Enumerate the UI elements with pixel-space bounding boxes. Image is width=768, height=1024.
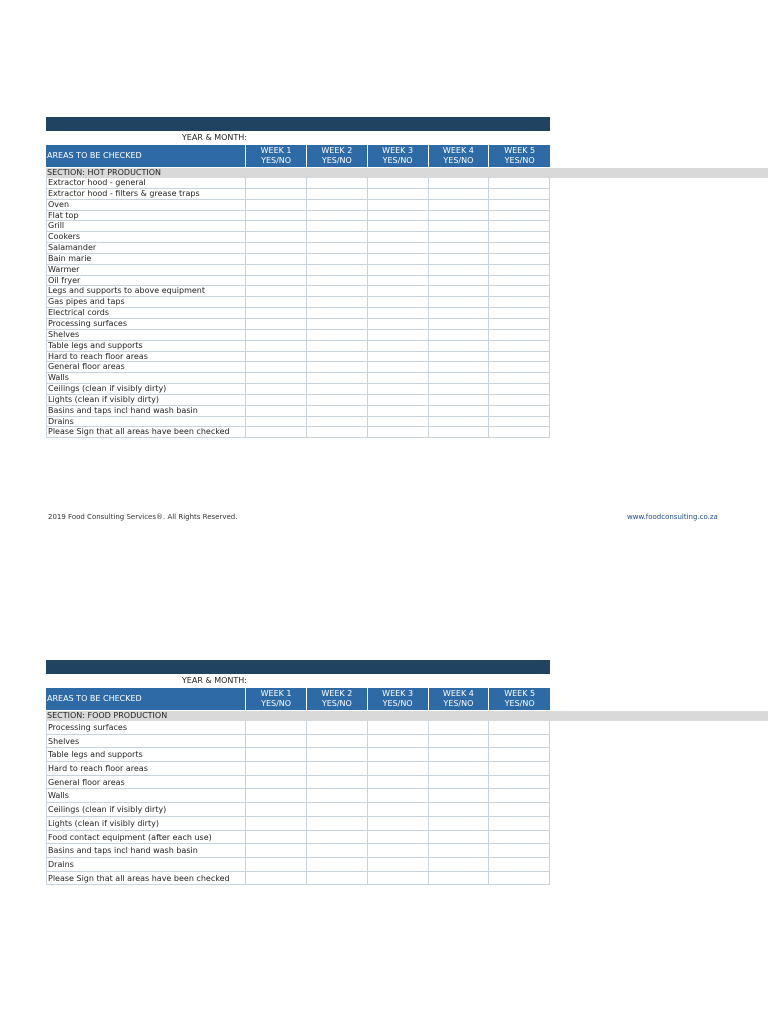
week-5-check-cell[interactable] (489, 286, 550, 296)
yes-no-label: YES/NO (261, 699, 292, 708)
week-1-check-cell[interactable] (246, 211, 307, 221)
week-label: WEEK 3 (382, 689, 414, 698)
week-2-check-cell[interactable] (307, 831, 368, 844)
week-4-check-cell[interactable] (429, 735, 490, 748)
week-5-check-cell[interactable] (489, 789, 550, 802)
table-row (46, 789, 550, 803)
week-5-check-cell[interactable] (489, 276, 550, 286)
week-4-check-cell[interactable] (429, 395, 490, 405)
week-2-check-cell[interactable] (307, 341, 368, 351)
table-row (46, 297, 550, 308)
yes-no-label: YES/NO (321, 156, 352, 165)
area-label: Gas pipes and taps (46, 297, 246, 307)
week-1-check-cell[interactable] (246, 265, 307, 275)
week-2-check-cell[interactable] (307, 352, 368, 362)
table-row (46, 362, 550, 373)
week-1-check-cell[interactable] (246, 872, 307, 885)
yes-no-label: YES/NO (382, 156, 413, 165)
week-4-check-cell[interactable] (429, 789, 490, 802)
table-row (46, 803, 550, 817)
week-2-check-cell[interactable] (307, 189, 368, 199)
year-month-label: YEAR & MONTH: (181, 676, 247, 685)
year-month-label: YEAR & MONTH: (181, 133, 247, 142)
week-3-check-cell[interactable] (368, 427, 429, 437)
week-2-check-cell[interactable] (307, 297, 368, 307)
area-label: Shelves (46, 735, 246, 748)
week-4-check-cell[interactable] (429, 406, 490, 416)
area-label: Shelves (46, 330, 246, 340)
week-4-header (429, 145, 490, 167)
week-1-check-cell[interactable] (246, 200, 307, 210)
table-row (46, 286, 550, 297)
week-1-check-cell[interactable] (246, 748, 307, 761)
yes-no-label: YES/NO (261, 156, 292, 165)
week-4-check-cell[interactable] (429, 254, 490, 264)
week-3-check-cell[interactable] (368, 858, 429, 871)
week-2-check-cell[interactable] (307, 362, 368, 372)
week-1-check-cell[interactable] (246, 319, 307, 329)
week-1-check-cell[interactable] (246, 297, 307, 307)
week-5-check-cell[interactable] (489, 211, 550, 221)
week-4-check-cell[interactable] (429, 721, 490, 734)
copyright-text: 2019 Food Consulting Services®. All Rights Reserved. (48, 513, 238, 521)
week-2-check-cell[interactable] (307, 872, 368, 885)
week-1-check-cell[interactable] (246, 776, 307, 789)
week-4-check-cell[interactable] (429, 200, 490, 210)
week-1-check-cell[interactable] (246, 221, 307, 231)
table-row (46, 427, 550, 438)
week-1-check-cell[interactable] (246, 721, 307, 734)
week-4-check-cell[interactable] (429, 308, 490, 318)
week-4-check-cell[interactable] (429, 417, 490, 427)
yes-no-label: YES/NO (443, 699, 474, 708)
areas-header: AREAS TO BE CHECKED (46, 688, 246, 710)
week-5-check-cell[interactable] (489, 362, 550, 372)
week-2-check-cell[interactable] (307, 243, 368, 253)
week-3-check-cell[interactable] (368, 221, 429, 231)
week-1-check-cell[interactable] (246, 276, 307, 286)
section-label: SECTION: FOOD PRODUCTION (46, 711, 768, 721)
table-row (46, 395, 550, 406)
week-3-check-cell[interactable] (368, 265, 429, 275)
week-3-header (368, 688, 429, 710)
week-3-check-cell[interactable] (368, 417, 429, 427)
week-5-check-cell[interactable] (489, 352, 550, 362)
week-label: WEEK 4 (442, 146, 474, 155)
area-label: Drains (46, 417, 246, 427)
week-3-check-cell[interactable] (368, 776, 429, 789)
week-2-check-cell[interactable] (307, 406, 368, 416)
week-3-check-cell[interactable] (368, 721, 429, 734)
table-row (46, 406, 550, 417)
week-2-check-cell[interactable] (307, 308, 368, 318)
week-5-header (489, 145, 550, 167)
area-label: Oil fryer (46, 276, 246, 286)
week-3-check-cell[interactable] (368, 817, 429, 830)
week-2-check-cell[interactable] (307, 286, 368, 296)
week-1-check-cell[interactable] (246, 858, 307, 871)
week-4-check-cell[interactable] (429, 817, 490, 830)
week-2-check-cell[interactable] (307, 232, 368, 242)
yes-no-label: YES/NO (504, 156, 535, 165)
week-5-check-cell[interactable] (489, 395, 550, 405)
week-1-check-cell[interactable] (246, 352, 307, 362)
week-4-check-cell[interactable] (429, 330, 490, 340)
area-label: Flat top (46, 211, 246, 221)
week-5-check-cell[interactable] (489, 373, 550, 383)
area-label: Grill (46, 221, 246, 231)
week-5-check-cell[interactable] (489, 297, 550, 307)
week-4-check-cell[interactable] (429, 872, 490, 885)
week-2-check-cell[interactable] (307, 817, 368, 830)
week-3-check-cell[interactable] (368, 373, 429, 383)
week-3-check-cell[interactable] (368, 211, 429, 221)
table-row (46, 221, 550, 232)
week-3-check-cell[interactable] (368, 308, 429, 318)
area-label: Table legs and supports (46, 748, 246, 761)
week-2-check-cell[interactable] (307, 384, 368, 394)
week-2-check-cell[interactable] (307, 276, 368, 286)
week-2-check-cell[interactable] (307, 200, 368, 210)
table-row (46, 735, 550, 749)
week-2-check-cell[interactable] (307, 721, 368, 734)
week-5-check-cell[interactable] (489, 265, 550, 275)
week-1-check-cell[interactable] (246, 384, 307, 394)
week-4-check-cell[interactable] (429, 341, 490, 351)
week-1-check-cell[interactable] (246, 762, 307, 775)
table-row (46, 373, 550, 384)
week-3-check-cell[interactable] (368, 352, 429, 362)
week-4-check-cell[interactable] (429, 384, 490, 394)
week-5-check-cell[interactable] (489, 776, 550, 789)
area-label: General floor areas (46, 362, 246, 372)
week-4-check-cell[interactable] (429, 373, 490, 383)
week-4-check-cell[interactable] (429, 189, 490, 199)
table-row (46, 265, 550, 276)
week-1-check-cell[interactable] (246, 330, 307, 340)
week-2-check-cell[interactable] (307, 427, 368, 437)
week-4-check-cell[interactable] (429, 265, 490, 275)
title-bar (46, 117, 550, 131)
table-row (46, 330, 550, 341)
week-4-check-cell[interactable] (429, 221, 490, 231)
area-label: Ceilings (clean if visibly dirty) (46, 803, 246, 816)
table-row (46, 831, 550, 845)
week-2-header (307, 145, 368, 167)
week-1-check-cell[interactable] (246, 254, 307, 264)
week-3-check-cell[interactable] (368, 276, 429, 286)
week-1-check-cell[interactable] (246, 417, 307, 427)
week-label: WEEK 2 (321, 689, 353, 698)
area-label: Legs and supports to above equipment (46, 286, 246, 296)
week-4-check-cell[interactable] (429, 776, 490, 789)
week-3-check-cell[interactable] (368, 803, 429, 816)
week-5-check-cell[interactable] (489, 406, 550, 416)
week-3-check-cell[interactable] (368, 762, 429, 775)
table-header (46, 145, 550, 167)
week-4-check-cell[interactable] (429, 243, 490, 253)
area-label: Electrical cords (46, 308, 246, 318)
week-label: WEEK 1 (260, 689, 292, 698)
week-5-check-cell[interactable] (489, 427, 550, 437)
week-5-check-cell[interactable] (489, 200, 550, 210)
week-5-check-cell[interactable] (489, 817, 550, 830)
area-label: Ceilings (clean if visibly dirty) (46, 384, 246, 394)
title-bar (46, 660, 550, 674)
area-label: Walls (46, 789, 246, 802)
week-1-check-cell[interactable] (246, 341, 307, 351)
week-4-check-cell[interactable] (429, 362, 490, 372)
week-1-check-cell[interactable] (246, 395, 307, 405)
week-2-check-cell[interactable] (307, 735, 368, 748)
area-label: Hard to reach floor areas (46, 352, 246, 362)
week-2-check-cell[interactable] (307, 789, 368, 802)
table-row (46, 384, 550, 395)
week-3-header (368, 145, 429, 167)
week-5-check-cell[interactable] (489, 232, 550, 242)
week-2-check-cell[interactable] (307, 395, 368, 405)
week-2-check-cell[interactable] (307, 265, 368, 275)
week-4-check-cell[interactable] (429, 232, 490, 242)
week-1-check-cell[interactable] (246, 243, 307, 253)
week-5-check-cell[interactable] (489, 417, 550, 427)
week-4-check-cell[interactable] (429, 748, 490, 761)
week-3-check-cell[interactable] (368, 286, 429, 296)
week-3-check-cell[interactable] (368, 735, 429, 748)
table-row (46, 872, 550, 886)
week-1-check-cell[interactable] (246, 803, 307, 816)
week-4-check-cell[interactable] (429, 319, 490, 329)
table-row (46, 276, 550, 287)
week-5-check-cell[interactable] (489, 330, 550, 340)
week-3-check-cell[interactable] (368, 319, 429, 329)
week-label: WEEK 5 (504, 689, 536, 698)
week-5-header (489, 688, 550, 710)
week-5-check-cell[interactable] (489, 858, 550, 871)
week-5-check-cell[interactable] (489, 721, 550, 734)
table-header (46, 688, 550, 710)
week-3-check-cell[interactable] (368, 254, 429, 264)
week-3-check-cell[interactable] (368, 395, 429, 405)
week-5-check-cell[interactable] (489, 319, 550, 329)
week-3-check-cell[interactable] (368, 189, 429, 199)
week-5-check-cell[interactable] (489, 844, 550, 857)
week-1-check-cell[interactable] (246, 189, 307, 199)
table-row (46, 817, 550, 831)
week-3-check-cell[interactable] (368, 789, 429, 802)
area-label: Drains (46, 858, 246, 871)
table-row (46, 844, 550, 858)
week-5-check-cell[interactable] (489, 872, 550, 885)
week-1-check-cell[interactable] (246, 373, 307, 383)
week-1-check-cell[interactable] (246, 232, 307, 242)
week-1-check-cell[interactable] (246, 178, 307, 188)
week-1-check-cell[interactable] (246, 286, 307, 296)
area-label: Please Sign that all areas have been checked (46, 872, 246, 885)
week-2-check-cell[interactable] (307, 417, 368, 427)
area-label: Extractor hood - general (46, 178, 246, 188)
area-label: Processing surfaces (46, 319, 246, 329)
week-4-check-cell[interactable] (429, 352, 490, 362)
week-4-check-cell[interactable] (429, 211, 490, 221)
area-label: Bain marie (46, 254, 246, 264)
area-label: Cookers (46, 232, 246, 242)
area-label: Hard to reach floor areas (46, 762, 246, 775)
week-4-check-cell[interactable] (429, 844, 490, 857)
area-label: Salamander (46, 243, 246, 253)
week-1-check-cell[interactable] (246, 427, 307, 437)
week-5-check-cell[interactable] (489, 221, 550, 231)
yes-no-label: YES/NO (382, 699, 413, 708)
week-5-check-cell[interactable] (489, 341, 550, 351)
checklist-rows (46, 721, 550, 885)
week-1-check-cell[interactable] (246, 362, 307, 372)
week-5-check-cell[interactable] (489, 254, 550, 264)
week-2-check-cell[interactable] (307, 211, 368, 221)
week-5-check-cell[interactable] (489, 735, 550, 748)
area-label: Lights (clean if visibly dirty) (46, 395, 246, 405)
week-2-header (307, 688, 368, 710)
week-5-check-cell[interactable] (489, 178, 550, 188)
table-row (46, 858, 550, 872)
week-5-check-cell[interactable] (489, 189, 550, 199)
week-4-check-cell[interactable] (429, 286, 490, 296)
week-4-check-cell[interactable] (429, 803, 490, 816)
week-2-check-cell[interactable] (307, 858, 368, 871)
week-label: WEEK 3 (382, 146, 414, 155)
week-4-check-cell[interactable] (429, 276, 490, 286)
area-label: Food contact equipment (after each use) (46, 831, 246, 844)
table-row (46, 211, 550, 222)
week-4-check-cell[interactable] (429, 427, 490, 437)
week-3-check-cell[interactable] (368, 330, 429, 340)
week-1-check-cell[interactable] (246, 817, 307, 830)
week-1-check-cell[interactable] (246, 308, 307, 318)
week-3-check-cell[interactable] (368, 341, 429, 351)
section-label: SECTION: HOT PRODUCTION (46, 168, 768, 178)
week-4-check-cell[interactable] (429, 762, 490, 775)
week-3-check-cell[interactable] (368, 748, 429, 761)
week-1-check-cell[interactable] (246, 735, 307, 748)
area-label: Warmer (46, 265, 246, 275)
table-row (46, 417, 550, 428)
week-5-check-cell[interactable] (489, 831, 550, 844)
week-2-check-cell[interactable] (307, 748, 368, 761)
yes-no-label: YES/NO (504, 699, 535, 708)
week-label: WEEK 5 (504, 146, 536, 155)
table-row (46, 178, 550, 189)
week-1-check-cell[interactable] (246, 406, 307, 416)
week-3-check-cell[interactable] (368, 384, 429, 394)
table-row (46, 232, 550, 243)
area-label: Extractor hood - filters & grease traps (46, 189, 246, 199)
checklist-rows (46, 178, 550, 438)
table-row (46, 243, 550, 254)
week-4-check-cell[interactable] (429, 178, 490, 188)
week-2-check-cell[interactable] (307, 776, 368, 789)
week-1-header (246, 688, 307, 710)
week-2-check-cell[interactable] (307, 319, 368, 329)
week-1-check-cell[interactable] (246, 789, 307, 802)
week-1-check-cell[interactable] (246, 831, 307, 844)
week-4-check-cell[interactable] (429, 831, 490, 844)
areas-header: AREAS TO BE CHECKED (46, 145, 246, 167)
table-row (46, 341, 550, 352)
week-1-header (246, 145, 307, 167)
week-label: WEEK 2 (321, 146, 353, 155)
week-3-check-cell[interactable] (368, 362, 429, 372)
table-row (46, 319, 550, 330)
table-row (46, 762, 550, 776)
week-label: WEEK 1 (260, 146, 292, 155)
week-2-check-cell[interactable] (307, 373, 368, 383)
week-2-check-cell[interactable] (307, 178, 368, 188)
table-row (46, 200, 550, 211)
week-1-check-cell[interactable] (246, 844, 307, 857)
week-5-check-cell[interactable] (489, 384, 550, 394)
week-5-check-cell[interactable] (489, 803, 550, 816)
week-4-check-cell[interactable] (429, 297, 490, 307)
table-row (46, 748, 550, 762)
week-3-check-cell[interactable] (368, 297, 429, 307)
week-2-check-cell[interactable] (307, 762, 368, 775)
week-3-check-cell[interactable] (368, 872, 429, 885)
week-4-check-cell[interactable] (429, 858, 490, 871)
area-label: Basins and taps incl hand wash basin (46, 844, 246, 857)
area-label: Walls (46, 373, 246, 383)
week-5-check-cell[interactable] (489, 308, 550, 318)
area-label: Lights (clean if visibly dirty) (46, 817, 246, 830)
week-3-check-cell[interactable] (368, 200, 429, 210)
week-3-check-cell[interactable] (368, 178, 429, 188)
week-2-check-cell[interactable] (307, 221, 368, 231)
table-row (46, 308, 550, 319)
area-label: General floor areas (46, 776, 246, 789)
week-label: WEEK 4 (442, 689, 474, 698)
week-3-check-cell[interactable] (368, 406, 429, 416)
week-5-check-cell[interactable] (489, 762, 550, 775)
yes-no-label: YES/NO (443, 156, 474, 165)
week-3-check-cell[interactable] (368, 844, 429, 857)
area-label: Please Sign that all areas have been checked (46, 427, 246, 437)
area-label: Oven (46, 200, 246, 210)
table-row (46, 352, 550, 363)
website-link[interactable]: www.foodconsulting.co.za (627, 513, 718, 521)
table-row (46, 721, 550, 735)
week-3-check-cell[interactable] (368, 243, 429, 253)
week-2-check-cell[interactable] (307, 330, 368, 340)
week-2-check-cell[interactable] (307, 803, 368, 816)
week-3-check-cell[interactable] (368, 232, 429, 242)
table-row (46, 776, 550, 790)
week-5-check-cell[interactable] (489, 243, 550, 253)
week-2-check-cell[interactable] (307, 254, 368, 264)
area-label: Basins and taps incl hand wash basin (46, 406, 246, 416)
week-3-check-cell[interactable] (368, 831, 429, 844)
yes-no-label: YES/NO (321, 699, 352, 708)
week-5-check-cell[interactable] (489, 748, 550, 761)
week-2-check-cell[interactable] (307, 844, 368, 857)
area-label: Table legs and supports (46, 341, 246, 351)
week-4-header (429, 688, 490, 710)
area-label: Processing surfaces (46, 721, 246, 734)
table-row (46, 254, 550, 265)
table-row (46, 189, 550, 200)
